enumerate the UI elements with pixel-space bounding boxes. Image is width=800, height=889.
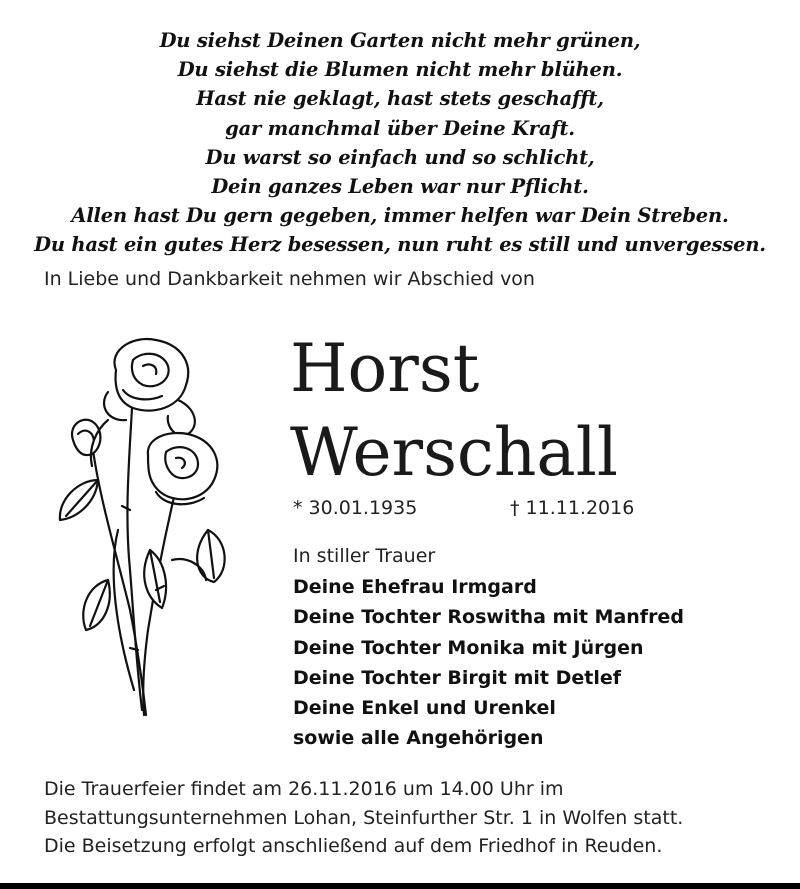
poem-line: Dein ganzes Leben war nur Pflicht. — [211, 175, 589, 199]
mourner-item: Deine Enkel und Urenkel — [293, 697, 556, 720]
poem-line: Du siehst Deinen Garten nicht mehr grünen, — [159, 29, 641, 52]
death-date: † 11.11.2016 — [510, 497, 635, 519]
mourner-item: Deine Tochter Monika mit Jürgen — [293, 636, 644, 659]
deceased-last-name: Werschall — [290, 414, 618, 491]
mourner-item: Deine Ehefrau Irmgard — [293, 576, 537, 598]
intro-text: In Liebe und Dankbarkeit nehmen wir Abschied von — [44, 268, 535, 290]
rose-illustration-icon — [38, 330, 238, 730]
funeral-info — [44, 775, 683, 861]
mourner-item: sowie alle Angehörigen — [293, 727, 544, 750]
mourners-list — [293, 572, 684, 754]
poem-line: Du hast ein gutes Herz besessen, nun ruht es still und unvergessen. — [34, 233, 766, 257]
deceased-first-name: Horst — [290, 330, 480, 407]
poem-line: gar manchmal über Deine Kraft. — [225, 116, 575, 140]
funeral-info-line: Bestattungsunternehmen Lohan, Steinfurther Str. 1 in Wolfen statt. — [44, 806, 684, 829]
poem-line: Du siehst die Blumen nicht mehr blühen. — [177, 58, 623, 82]
mourning-line: In stiller Trauer — [293, 545, 436, 567]
funeral-info-line: Die Trauerfeier findet am 26.11.2016 um 14.00 Uhr im — [44, 778, 564, 800]
mourner-item: Deine Tochter Birgit mit Detlef — [293, 666, 622, 689]
poem-line: Allen hast Du gern gegeben, immer helfen war Dein Streben. — [71, 204, 729, 228]
poem — [0, 26, 800, 260]
birth-date: * 30.01.1935 — [293, 497, 418, 519]
poem-line: Du warst so einfach und so schlicht, — [205, 145, 595, 169]
funeral-info-line: Die Beisetzung erfolgt anschließend auf dem Friedhof in Reuden. — [44, 835, 663, 857]
poem-line: Hast nie geklagt, hast stets geschafft, — [196, 87, 604, 111]
mourner-item: Deine Tochter Roswitha mit Manfred — [293, 606, 684, 629]
